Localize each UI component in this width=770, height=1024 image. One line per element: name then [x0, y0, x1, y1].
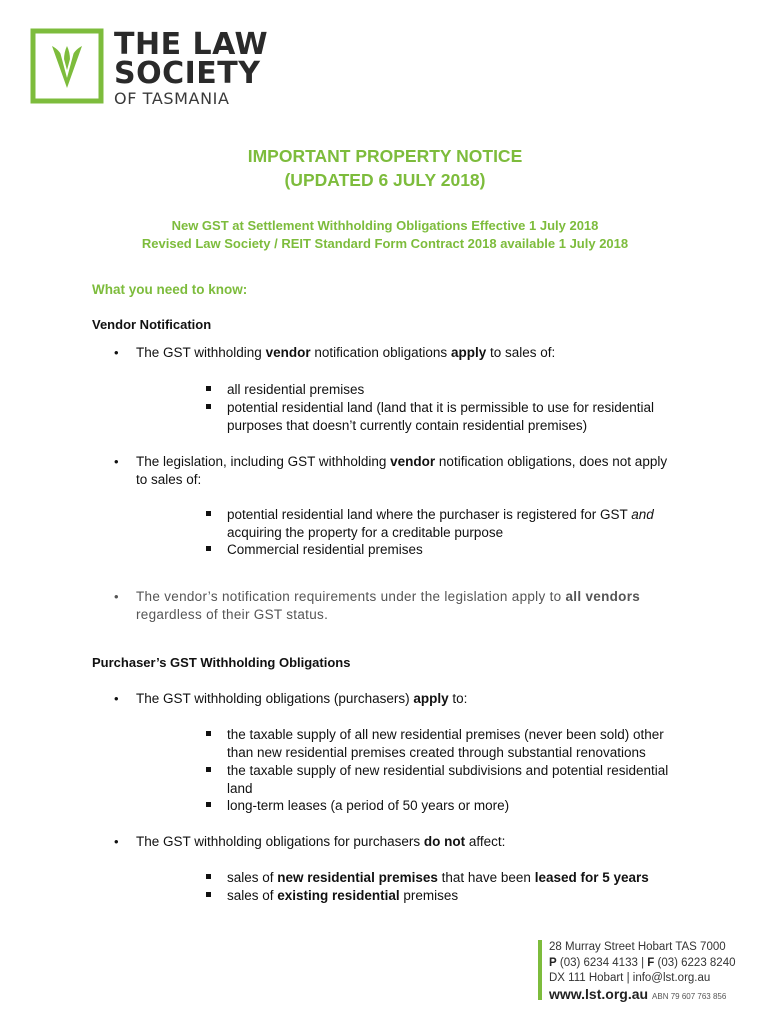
footer-address: 28 Murray Street Hobart TAS 7000 — [549, 941, 726, 953]
footer-dx-email: DX 111 Hobart | info@lst.org.au — [549, 972, 711, 984]
list-item: the taxable supply of new residential subdivisions and potential residential land — [227, 762, 689, 798]
law-society-emblem-icon — [30, 28, 104, 104]
footer-phone-fax: P (03) 6234 4133 | F (03) 6223 8240 — [549, 956, 736, 969]
list-item: sales of new residential premises that have been leased for 5 years — [227, 869, 689, 887]
list-item: the taxable supply of all new residential premises (never been sold) other than new residential premises created through substantial renovations — [227, 726, 689, 762]
logo-text-line3: OF TASMANIA — [114, 89, 230, 108]
logo-text-line2: SOCIETY — [114, 56, 261, 91]
footer-divider — [538, 940, 542, 1000]
what-you-need-heading: What you need to know: — [92, 282, 248, 297]
vendor-bullet-apply: • The GST withholding vendor notification obligations apply to sales of: — [136, 344, 676, 362]
vendor-bullet-not-apply: • The legislation, including GST withholding vendor notification obligations, does not apply to sales of: — [136, 453, 676, 489]
list-item: all residential premises — [227, 381, 689, 399]
subtitle-contract: Revised Law Society / REIT Standard Form Contract 2018 available 1 July 2018 — [141, 236, 629, 251]
list-item: potential residential land where the purchaser is registered for GST and acquiring the property for a creditable purpose — [227, 506, 689, 542]
vendor-bullet-all-vendors: • The vendor’s notification requirements under the legislation apply to all vendors regardless of their GST status. — [136, 588, 676, 624]
list-item: sales of existing residential premises — [227, 887, 689, 905]
logo-text-line1: THE LAW — [114, 27, 269, 62]
footer-web-abn — [549, 987, 736, 1005]
purchaser-bullet-apply: • The GST withholding obligations (purchasers) apply to: — [136, 690, 676, 708]
purchaser-bullet-not-affect: • The GST withholding obligations for purchasers do not affect: — [136, 833, 676, 851]
footer-abn: ABN 79 607 763 856 — [652, 991, 727, 1001]
subtitle-gst: New GST at Settlement Withholding Obligations Effective 1 July 2018 — [171, 218, 599, 233]
footer-website-link[interactable]: www.lst.org.au — [549, 985, 649, 1002]
list-item: long-term leases (a period of 50 years or more) — [227, 797, 689, 815]
notice-date: (UPDATED 6 JULY 2018) — [284, 170, 486, 190]
law-society-logo — [30, 28, 268, 109]
list-item: potential residential land (land that it is permissible to use for residential purposes that doesn’t currently contain residential premises) — [227, 399, 689, 435]
footer-contact — [538, 940, 736, 1004]
footer-email[interactable]: info@lst.org.au — [632, 972, 711, 984]
list-item: Commercial residential premises — [227, 541, 689, 559]
purchaser-heading: Purchaser’s GST Withholding Obligations — [92, 655, 351, 670]
notice-title: IMPORTANT PROPERTY NOTICE — [247, 146, 523, 166]
vendor-heading: Vendor Notification — [92, 317, 212, 332]
